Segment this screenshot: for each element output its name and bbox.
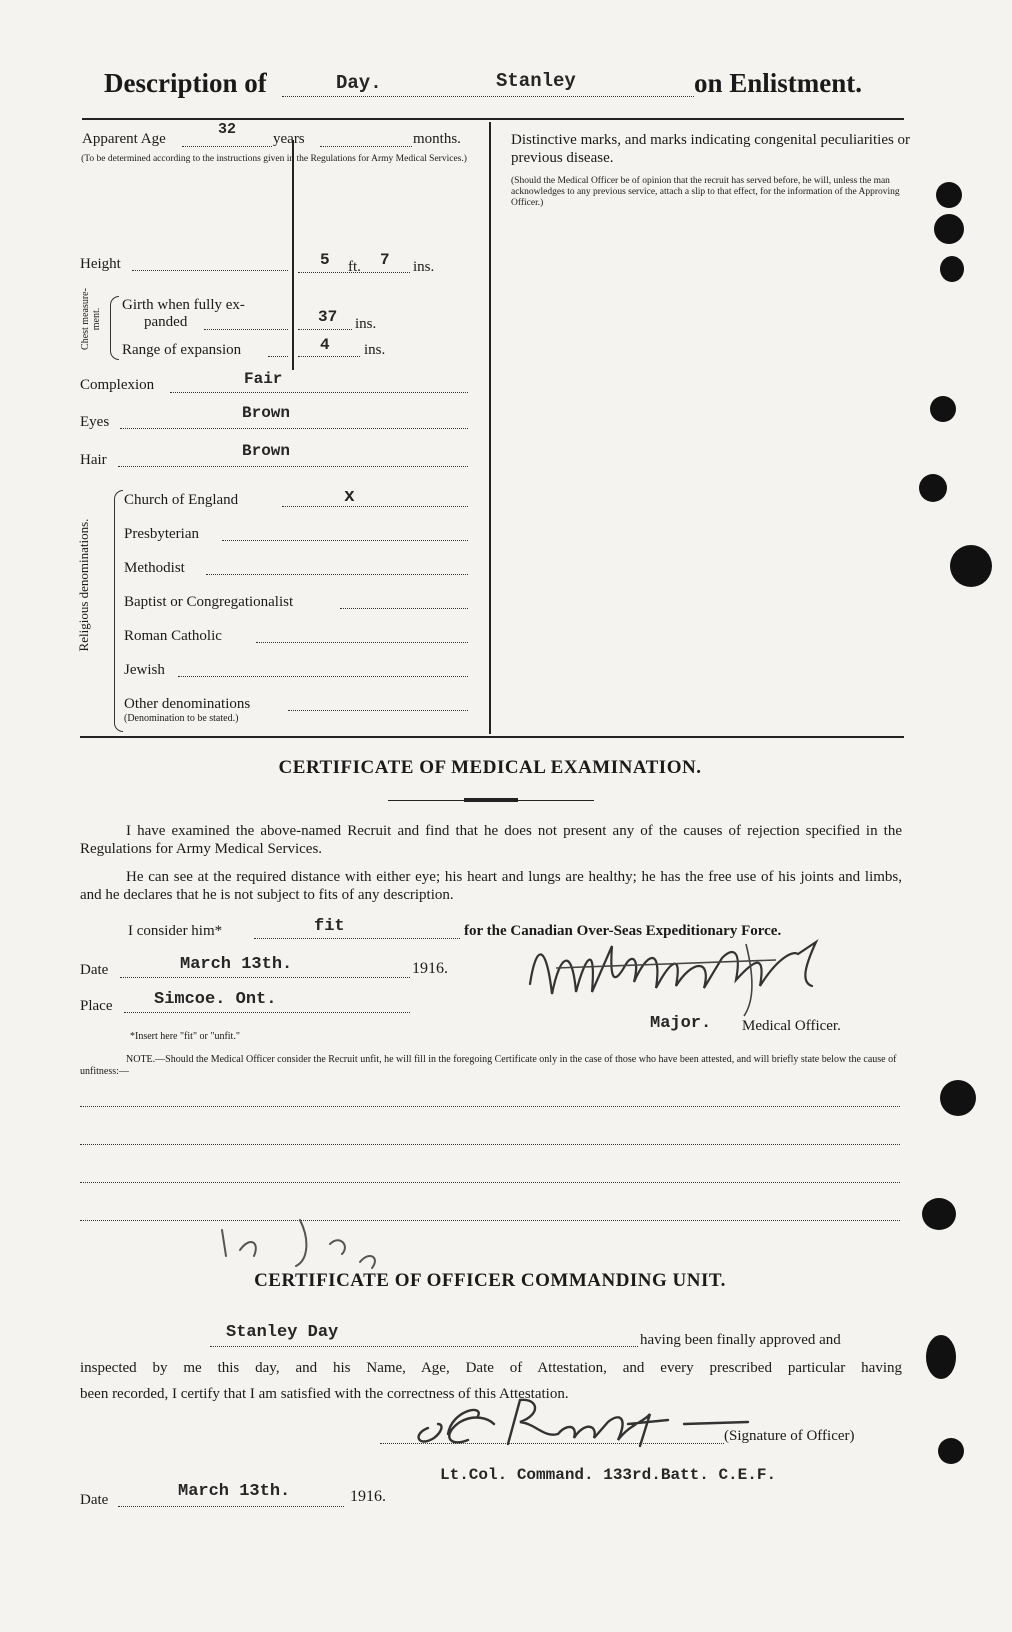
header-given-name: Stanley <box>496 70 576 92</box>
height-feet: 5 <box>320 251 330 269</box>
commanding-line-3: been recorded, I certify that I am satisfied with the correctness of this Attestation. <box>80 1386 569 1402</box>
medical-para-2: He can see at the required distance with either eye; his heart and lungs are healthy; he has the free use of his joints and limbs, and he declares that he is not subject to fits of any description. <box>80 869 902 903</box>
age-line <box>182 146 272 147</box>
insert-note: *Insert here "fit" or "unfit." <box>130 1031 240 1042</box>
distinctive-note: (Should the Medical Officer be of opinion that the recruit has served before, he will, unless the man acknowledges to any previous service, attach a slip to that effect, for the information of the Approving Officer.) <box>511 176 900 208</box>
commanding-line-2: inspected by me this day, and his Name, Age, Date of Attestation, and every prescribed particular having <box>80 1360 902 1376</box>
height-line <box>132 270 288 271</box>
religion-item: Roman Catholic <box>124 628 222 644</box>
complexion-line <box>170 392 468 393</box>
recruit-name: Stanley Day <box>226 1323 339 1342</box>
hair-label: Hair <box>80 452 107 468</box>
eyes-label: Eyes <box>80 414 110 430</box>
consider-prefix: I consider him* <box>128 923 223 939</box>
medical-year: 1916. <box>412 960 448 977</box>
range-unit: ins. <box>364 342 386 358</box>
girth-line <box>204 329 288 330</box>
punch-hole <box>934 214 964 244</box>
religion-side-label-text: Religious denominations. <box>76 518 91 652</box>
punch-hole <box>922 1198 956 1230</box>
punch-hole <box>926 1335 956 1379</box>
page-header <box>100 66 880 106</box>
months-label: months. <box>413 131 461 147</box>
range-label: Range of expansion <box>122 342 242 358</box>
religion-item: Methodist <box>124 560 185 576</box>
eyes-value: Brown <box>242 404 291 422</box>
commanding-date-label: Date <box>80 1492 109 1508</box>
place-value: Simcoe. Ont. <box>154 990 277 1009</box>
commanding-line1-suffix: having been finally approved and <box>640 1332 841 1348</box>
complexion-label: Complexion <box>80 377 155 393</box>
religion-other-note: (Denomination to be stated.) <box>124 713 239 724</box>
commanding-officer-title: Lt.Col. Command. 133rd.Batt. C.E.F. <box>440 1466 777 1484</box>
range-value: 4 <box>320 336 330 354</box>
title-ornament-thick <box>464 798 518 802</box>
punch-hole <box>936 182 962 208</box>
girth-label-1: Girth when fully ex- <box>122 297 245 313</box>
header-suffix: on Enlistment. <box>694 68 863 98</box>
hair-value: Brown <box>242 442 291 460</box>
years-label: years <box>273 131 305 147</box>
commanding-date-value: March 13th. <box>178 1482 291 1501</box>
religion-mark: x <box>344 487 355 507</box>
header-line <box>282 96 694 97</box>
medical-para-1: I have examined the above-named Recruit and find that he does not present any of the causes of rejection specified in the Regulations for Army Medical Services. <box>80 823 902 857</box>
consider-line <box>254 938 460 939</box>
age-note: (To be determined according to the instructions given in the Regulations for Army Medical Services.) <box>81 154 467 164</box>
column-divider <box>489 122 491 734</box>
medical-title: CERTIFICATE OF MEDICAL EXAMINATION. <box>278 757 702 778</box>
complexion-value: Fair <box>244 370 283 388</box>
commanding-date-line <box>118 1506 344 1507</box>
religion-item: Baptist or Congregationalist <box>124 594 294 610</box>
height-label: Height <box>80 256 121 272</box>
religion-item: Church of England <box>124 492 239 508</box>
consider-value: fit <box>314 917 345 936</box>
punch-hole <box>940 256 964 282</box>
signature-label: (Signature of Officer) <box>724 1428 855 1444</box>
chest-side-label: Chest measure-ment. <box>80 288 102 350</box>
punch-hole <box>950 545 992 587</box>
religion-line <box>222 540 468 541</box>
medical-date-label: Date <box>80 962 109 978</box>
medical-rank: Major. <box>650 1014 712 1033</box>
age-value: 32 <box>218 121 237 138</box>
inner-divider <box>292 140 294 370</box>
section-rule <box>80 736 904 738</box>
punch-hole <box>919 474 947 502</box>
religion-bracket <box>114 490 123 732</box>
commanding-title: CERTIFICATE OF OFFICER COMMANDING UNIT. <box>254 1270 726 1291</box>
medical-date-value: March 13th. <box>180 955 293 974</box>
girth-label-2: panded <box>144 314 188 330</box>
commanding-year: 1916. <box>350 1488 386 1505</box>
unfitness-line <box>80 1106 900 1107</box>
girth-value: 37 <box>318 308 338 326</box>
punch-hole <box>930 396 956 422</box>
recruit-name-line <box>210 1346 638 1347</box>
header-prefix: Description of <box>104 68 267 98</box>
height-ft-line <box>298 272 410 273</box>
height-ins-label: ins. <box>413 259 435 275</box>
eyes-line <box>120 428 468 429</box>
medical-note: NOTE.—Should the Medical Officer consider the Recruit unfit, he will fill in the foregoing Certificate only in the case of those who have been attested, and will briefly state below the cause of unfitness:— <box>80 1054 897 1077</box>
chest-bracket <box>110 296 119 360</box>
range-value-line <box>298 356 360 357</box>
distinctive-title: Distinctive marks, and marks indicating congenital peculiarities or previous disease. <box>511 132 911 166</box>
religion-line <box>178 676 468 677</box>
religion-item: Other denominations <box>124 696 251 712</box>
medical-officer-signature <box>516 924 868 1020</box>
height-inches: 7 <box>380 251 390 269</box>
religion-line <box>282 506 468 507</box>
unfitness-line <box>80 1182 900 1183</box>
medical-officer-label: Medical Officer. <box>742 1018 841 1034</box>
medical-date-line <box>120 977 410 978</box>
range-line <box>268 356 288 357</box>
girth-value-line <box>298 329 352 330</box>
religion-line <box>288 710 468 711</box>
place-label: Place <box>80 998 113 1014</box>
place-line <box>124 1012 410 1013</box>
age-label: Apparent Age <box>82 131 166 147</box>
punch-hole <box>938 1438 964 1464</box>
religion-line <box>340 608 468 609</box>
punch-hole <box>940 1080 976 1116</box>
religion-side-label <box>76 510 91 660</box>
girth-unit: ins. <box>355 316 377 332</box>
religion-item: Jewish <box>124 662 165 678</box>
unfitness-line <box>80 1144 900 1145</box>
header-rule <box>82 118 904 120</box>
header-surname: Day. <box>336 72 382 94</box>
signature-line <box>380 1443 724 1444</box>
religion-item: Presbyterian <box>124 526 199 542</box>
religion-line <box>206 574 468 575</box>
months-line <box>320 146 412 147</box>
consider-suffix: for the Canadian Over-Seas Expeditionary Force. <box>464 923 782 939</box>
commanding-officer-signature <box>408 1394 768 1454</box>
height-ft-label: ft. <box>348 259 361 275</box>
religion-line <box>256 642 468 643</box>
hair-line <box>118 466 468 467</box>
